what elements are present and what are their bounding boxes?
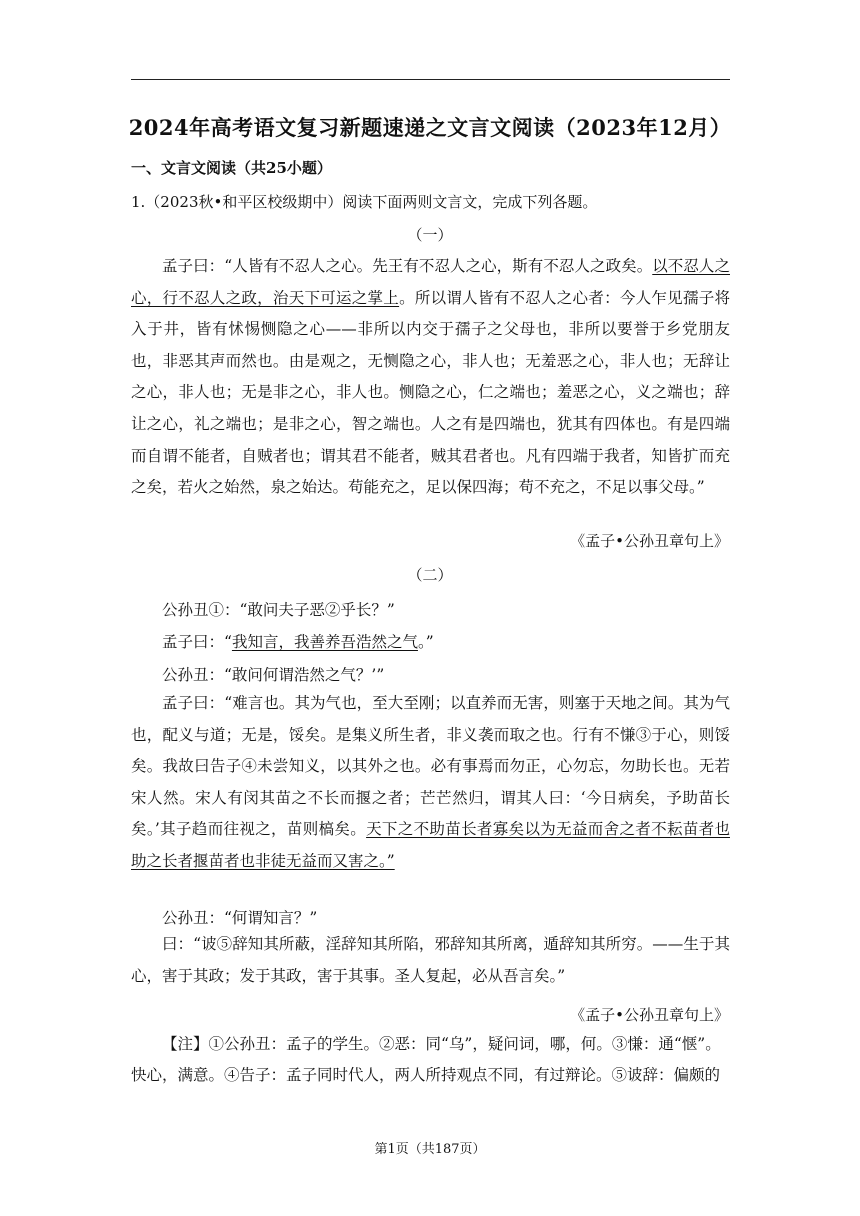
passage-two-paragraph <box>131 688 730 878</box>
question-heading: 1.（2023秋•和平区校级期中）阅读下面两则文言文，完成下列各题。 <box>131 193 598 211</box>
passage-three-paragraph: 曰：“诐⑤辞知其所蔽，淫辞知其所陷，邪辞知其所离，遁辞知其所穷。——生于其心，害于其政；发于其政，害于其事。圣人复起，必从吾言矣。” <box>131 935 730 985</box>
passage-one-paragraph <box>131 251 730 504</box>
passage-one-text-a: 孟子曰：“人皆有不忍人之心。先王有不忍人之心，斯有不忍人之政矣。 <box>162 257 653 275</box>
dialogue-line-2 <box>162 630 434 652</box>
part-one-heading: （一） <box>407 226 453 244</box>
source-citation-one: 《孟子•公孙丑章句上》 <box>570 532 729 550</box>
passage-one-text-b: 。所以谓人皆有不忍人之心者：今人乍见孺子将入于井，皆有怵惕恻隐之心——非所以内交于孺子之父母也，非所以要誉于乡党朋友也，非恶其声而然也。由是观之，无恻隐之心，非人也；无羞恶之心，非人也；无辞让之心，非人也；无是非之心，非人也。恻隐之心，仁之端也；羞恶之心，义之端也；辞让之心，礼之端也；是非之心，智之端也。人之有是四端也，犹其有四体也。有是四端而自谓不能者，自贼者也；谓其君不能者，贼其君者也。凡有四端于我者，知皆扩而充之矣，若火之始然，泉之始达。苟能充之，足以保四海；苟不充之，不足以事父母。” <box>131 288 730 497</box>
dialogue-line-1: 公孙丑①：“敢问夫子恶②乎长？” <box>162 601 395 619</box>
passage-two-text-a: 孟子曰：“难言也。其为气也，至大至刚；以直养而无害，则塞于天地之间。其为气也，配义与道；无是，馁矣。是集义所生者，非义袭而取之也。行有不慊③于心，则馁矣。我故曰告子④未尝知义，以其外之也。必有事焉而勿正，心勿忘，勿助长也。无若宋人然。宋人有闵其苗之不长而揠之者；芒芒然归，谓其人曰：‘今日病矣，予助苗长矣。’其子趋而往视之，苗则槁矣。 <box>131 694 730 839</box>
dialogue-line-4: 公孙丑：“何谓知言？” <box>162 909 318 927</box>
header-rule <box>131 79 730 80</box>
page-title: 2024年高考语文复习新题速递之文言文阅读（2023年12月） <box>128 115 732 140</box>
part-two-heading: （二） <box>407 566 453 584</box>
page-footer: 第1页（共187页） <box>374 1142 486 1157</box>
dialogue-line-2-a: 孟子曰：“ <box>162 633 232 651</box>
annotation-note: 【注】①公孙丑：孟子的学生。②恶：同“乌”，疑问词，哪，何。③慊：通“惬”。快心，满意。④告子：孟子同时代人，两人所持观点不同，有过辩论。⑤诐辞：偏颇的 <box>131 1035 721 1084</box>
source-citation-two: 《孟子•公孙丑章句上》 <box>570 1006 729 1024</box>
passage-one-underlined: 以不忍人之心，行不忍人之政，治天下可运之掌上 <box>131 257 730 307</box>
section-heading: 一、文言文阅读（共25小题） <box>131 159 332 177</box>
dialogue-line-2-b: 。” <box>417 633 434 651</box>
passage-two-underlined: 天下之不助苗长者寡矣以为无益而舍之者不耘苗者也助之长者揠苗者也非徒无益而又害之。” <box>131 820 730 870</box>
dialogue-line-3: 公孙丑：“敢问何谓浩然之气？’” <box>162 666 385 684</box>
dialogue-line-2-underlined: 我知言，我善养吾浩然之气 <box>231 633 418 651</box>
